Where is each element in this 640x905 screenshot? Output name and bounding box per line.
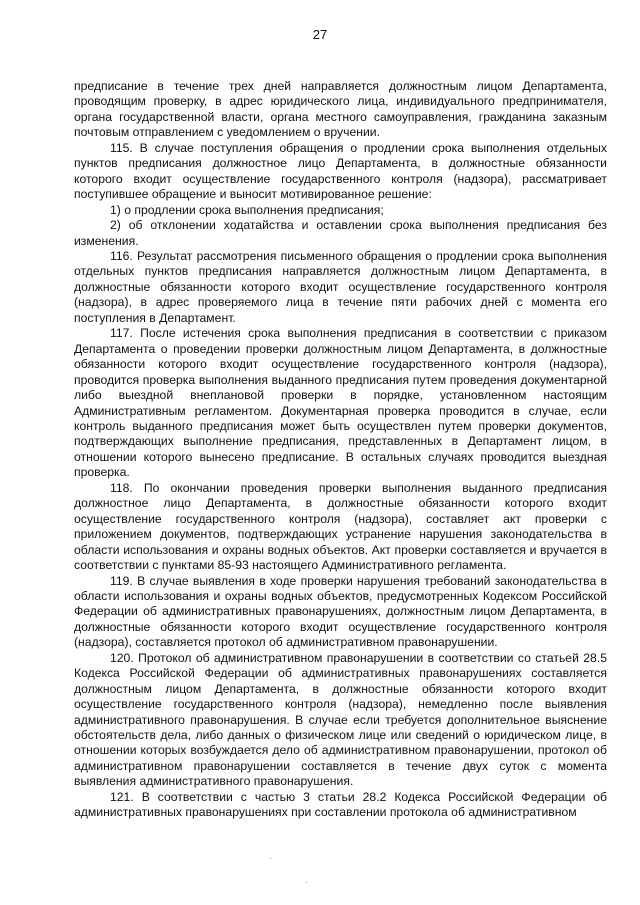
paragraph-116: 116. Результат рассмотрения письменного обращения о продлении срока выполнения отдельных пунктов предписания направляется должностным лицом Департамента, в должностные обязанности которого входит осуществление государственного контроля (надзора), в адрес проверяемого лица в течение пяти рабочих дней с момента его поступления в Департамент. — [74, 248, 607, 325]
paragraph-115: 115. В случае поступления обращения о продлении срока выполнения отдельных пунктов предписания должностное лицо Департамента, в должностные обязанности которого входит осуществление государственного контроля (надзора), рассматривает поступившее обращение и выносит мотивированное решение: — [74, 140, 607, 202]
paragraph-119: 119. В случае выявления в ходе проверки нарушения требований законодательства в области использования и охраны водных объектов, предусмотренных Кодексом Российской Федерации об административных правонарушениях, должностным лицом Департамента, в должностные обязанности которого входит осуществление государственного контроля (надзора), составляется протокол об административном правонарушении. — [74, 573, 607, 650]
paragraph-117: 117. После истечения срока выполнения предписания в соответствии с приказом Департамента о проведении проверки должностным лицом Департамента, в должностные обязанности которого входит осуществление государственного контроля (надзора), проводится проверка выполнения выданного предписания путем проведения документарной либо выездной внеплановой проверки в порядке, установленном настоящим Административным регламентом. Документарная проверка проводится в случае, если контроль выданного предписания может быть осуществлен путем проверки документов, подтверждающих выполнение предписания, представленных в Департамент лицом, в отношении которого вынесено предписание. В остальных случаях проводится выездная проверка. — [74, 326, 607, 480]
list-item-1: 1) о продлении срока выполнения предписания; — [110, 202, 384, 217]
scan-speck — [270, 858, 271, 859]
list-item-2: 2) об отклонении ходатайства и оставлении срока выполнения предписания без изменения. — [74, 218, 607, 248]
paragraph-120: 120. Протокол об административном правонарушении в соответствии со статьей 28.5 Кодекса Российской Федерации об административных правонарушениях составляется должностным лицом Департамента, в должностные обязанности которого входит осуществление государственного контроля (надзора), немедленно после выявления административного правонарушения. В случае если требуется дополнительное выяснение обстоятельств дела, либо данных о физическом лице или сведений о юридическом лице, в отношении которых возбуждается дело об административном правонарушении, протокол об административном правонарушении составляется в течение двух суток с момента выявления административного правонарушения. — [74, 650, 607, 789]
paragraph-114-continuation: предписание в течение трех дней направляется должностным лицом Департамента, проводящим проверку, в адрес юридического лица, индивидуального предпринимателя, органа государственной власти, органа местного самоуправления, гражданина заказным почтовым отправлением с уведомлением о вручении. — [74, 79, 607, 140]
page-number: 27 — [312, 27, 328, 42]
paragraph-118: 118. По окончании проведения проверки выполнения выданного предписания должностное лицо Департамента, в должностные обязанности которого входит осуществление государственного контроля (надзора), составляет акт проверки с приложением документов, подтверждающих устранение нарушения законодательства в области использования и охраны водных объектов. Акт проверки составляется и вручается в соответствии с пунктами 85-93 настоящего Административного регламента. — [74, 480, 607, 573]
scan-speck — [306, 882, 307, 883]
paragraph-121: 121. В соответствии с частью 3 статьи 28.2 Кодекса Российской Федерации об административных правонарушениях при составлении протокола об административном — [74, 789, 607, 820]
document-body — [74, 79, 607, 821]
